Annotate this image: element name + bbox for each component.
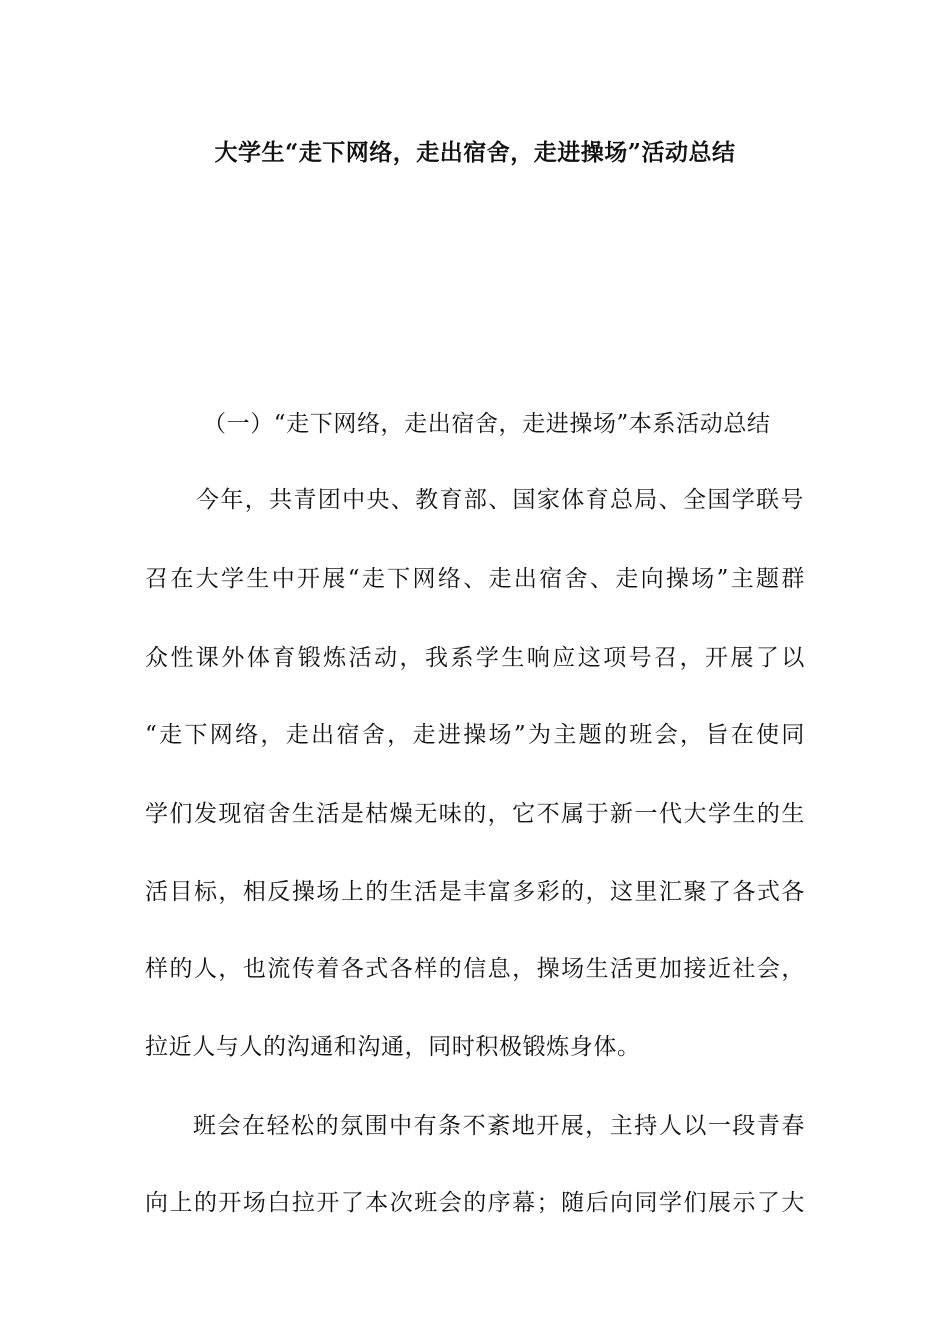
- paragraph-line: 样的人，也流传着各式各样的信息，操场生活更加接近社会，: [145, 956, 805, 982]
- paragraph-line: 召在大学生中开展“走下网络、走出宿舍、走向操场”主题群: [145, 566, 805, 592]
- paragraph-line: 学们发现宿舍生活是枯燥无味的，它不属于新一代大学生的生: [145, 801, 805, 827]
- paragraph-line: 向上的开场白拉开了本次班会的序幕；随后向同学们展示了大: [145, 1190, 805, 1216]
- paragraph-line: 拉近人与人的沟通和沟通，同时积极锻炼身体。: [145, 1034, 641, 1060]
- paragraph-line: 活目标，相反操场上的生活是丰富多彩的，这里汇聚了各式各: [145, 879, 805, 905]
- paragraph-line: 今年，共青团中央、教育部、国家体育总局、全国学联号: [196, 487, 804, 513]
- document-title: 大学生“走下网络，走出宿舍，走进操场”活动总结: [214, 139, 736, 166]
- section-heading: （一）“走下网络，走出宿舍，走进操场”本系活动总结: [203, 411, 771, 437]
- paragraph-line: 班会在轻松的氛围中有条不紊地开展，主持人以一段青春: [193, 1113, 805, 1139]
- paragraph-line: “走下网络，走出宿舍，走进操场”为主题的班会，旨在使同: [145, 722, 805, 748]
- paragraph-line: 众性课外体育锻炼活动，我系学生响应这项号召，开展了以: [145, 645, 805, 671]
